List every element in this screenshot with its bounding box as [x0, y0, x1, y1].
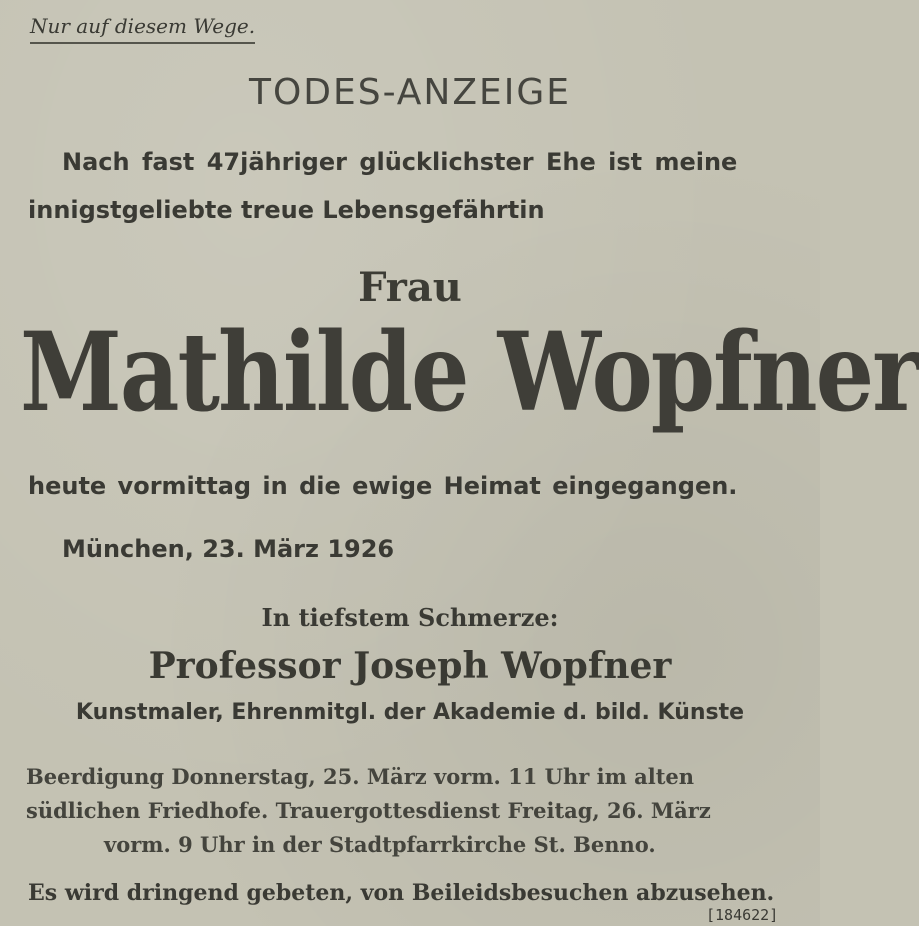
header-note: Nur auf diesem Wege.	[30, 14, 255, 44]
salutation: Frau	[358, 264, 462, 311]
mourner-name: Professor Joseph Wopfner	[148, 645, 672, 687]
condolence-request: Es wird dringend gebeten, von Beileidsbesuchen abzusehen.	[28, 880, 775, 906]
closing-line: heute vormittag in die ewige Heimat eingegangen.	[28, 472, 738, 500]
intro-line-1: Nach fast 47jähriger glücklichster Ehe ist meine	[62, 148, 738, 176]
place-date: München, 23. März 1926	[62, 535, 395, 563]
reference-number: [184622]	[706, 906, 779, 924]
notice-title: TODES-ANZEIGE	[248, 72, 572, 113]
grief-line: In tiefstem Schmerze:	[261, 603, 559, 632]
funeral-line-1: Beerdigung Donnerstag, 25. März vorm. 11 Uhr im alten	[26, 764, 695, 789]
funeral-line-3: vorm. 9 Uhr in der Stadtpfarrkirche St. Benno.	[104, 832, 656, 857]
mourner-title: Kunstmaler, Ehrenmitgl. der Akademie d. bild. Künste	[75, 700, 745, 725]
intro-line-2: innigstgeliebte treue Lebensgefährtin	[28, 196, 545, 224]
funeral-line-2: südlichen Friedhofe. Trauergottesdienst Freitag, 26. März	[26, 798, 711, 823]
deceased-name: Mathilde Wopfner	[20, 308, 919, 436]
